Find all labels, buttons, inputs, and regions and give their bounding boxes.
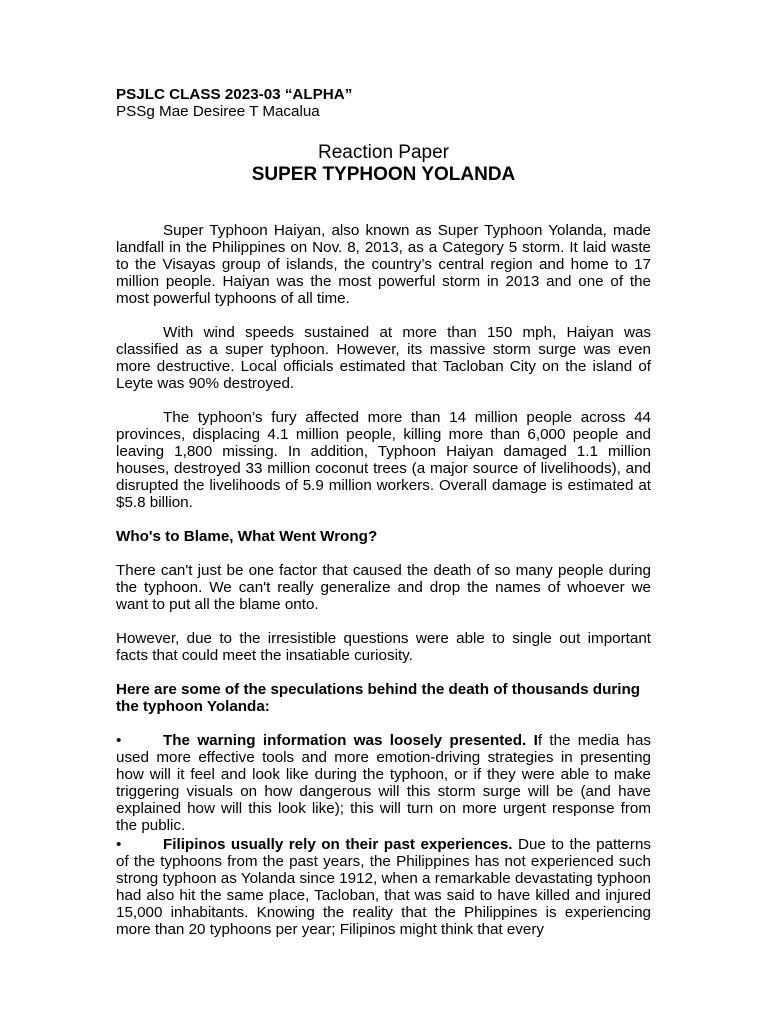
bullet-marker: •	[116, 836, 122, 853]
section-heading: Who's to Blame, What Went Wrong?	[116, 528, 378, 545]
document-title: Reaction Paper	[318, 142, 449, 163]
bullet-marker: •	[116, 732, 122, 749]
section-paragraph-1: There can't just be one factor that caused the death of so many people during the typhoon. We can't really generalize and drop the names of whoever we want to put all the blame onto.	[116, 562, 651, 613]
speculations-heading: Here are some of the speculations behind the death of thousands during the typhoon Yolanda:	[116, 681, 641, 715]
paragraph-3: The typhoon’s fury affected more than 14 million people across 44 provinces, displacing 4.1 million people, killing more than 6,000 people and leaving 1,800 missing. In addition, Typhoon Haiyan damaged 1.1 million houses, destroyed 33 million coconut trees (a major source of livelihoods), and disrupted the livelihoods of 5.9 million workers. Overall damage is estimated at $5.8 billion.	[116, 409, 651, 511]
bullet-item-2-lead: Filipinos usually rely on their past experiences.	[163, 836, 513, 853]
paragraph-2: With wind speeds sustained at more than 150 mph, Haiyan was classified as a super typhoon. However, its massive storm surge was even more destructive. Local officials estimated that Tacloban City on the island of Leyte was 90% destroyed.	[116, 324, 651, 392]
document-content	[116, 86, 651, 938]
paragraph-1: Super Typhoon Haiyan, also known as Super Typhoon Yolanda, made landfall in the Philippines on Nov. 8, 2013, as a Category 5 storm. It laid waste to the Visayas group of islands, the country’s central region and home to 17 million people. Haiyan was the most powerful storm in 2013 and one of the most powerful typhoons of all time.	[116, 222, 651, 307]
bullet-item-1-lead: The warning information was loosely presented. I	[163, 732, 538, 749]
section-paragraph-2: However, due to the irresistible questions were able to single out important facts that could meet the insatiable curiosity.	[116, 630, 651, 664]
title-block	[116, 142, 651, 186]
class-line: PSJLC CLASS 2023-03 “ALPHA”	[116, 86, 353, 103]
bullet-item-2	[116, 836, 651, 938]
bullet-item-1-text: f the media has used more effective tools and more emotion-driving strategies in presenting how will it feel and look like during the typhoon, or if they were able to make triggering visuals on how dangerous will this storm surge will be (and have explained how will this look like); this will turn on more urgent response from the public.	[116, 732, 651, 834]
bullet-item-2-text: Due to the patterns of the typhoons from the past years, the Philippines has not experienced such strong typhoon as Yolanda since 1912, when a remarkable devastating typhoon had also hit the same place, Tacloban, that was said to have killed and injured 15,000 inhabitants. Knowing the reality that the Philippines is experiencing more than 20 typhoons per year; Filipinos might think that every	[116, 836, 651, 938]
bullet-item-1	[116, 732, 651, 834]
document-subtitle: SUPER TYPHOON YOLANDA	[251, 164, 516, 185]
author-line: PSSg Mae Desiree T Macalua	[116, 103, 320, 120]
